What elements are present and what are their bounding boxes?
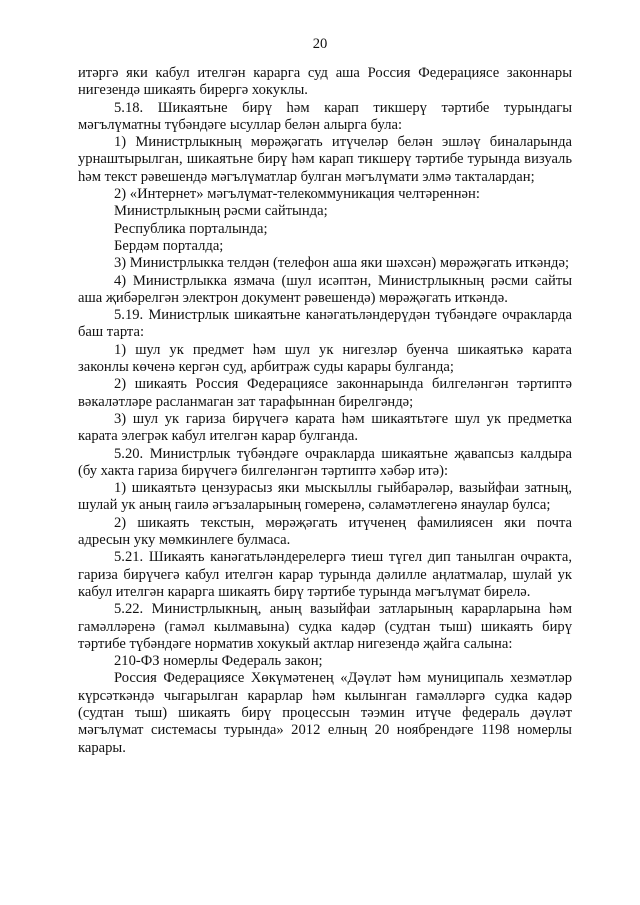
- paragraph-5-19: 5.19. Министрлык шикаятьне канәгатьләндерүдән түбәндәге очракларда баш тарта:: [78, 307, 572, 341]
- paragraph-5-19-item-2: 2) шикаять Россия Федерациясе законнарында билгеләнгән тәртиптә вәкаләтләре расланмаган зат тарафыннан бирелгәндә;: [78, 376, 572, 410]
- body-text: [78, 65, 572, 757]
- paragraph-5-21: 5.21. Шикаять канәгатьләндерелергә тиеш түгел дип танылган очракта, гариза бирүчегә кабул ителгән карар турында дәлилле аңлатмалар, шулай ук кабул ителгән карарга шикаять бирү тәртибе турында мәгълүмат бирелә.: [78, 549, 572, 600]
- paragraph-5-19-item-3: 3) шул ук гариза бирүчегә карата һәм шикаятьтәге шул ук предметка карата элегрәк кабул ителгән карар булганда.: [78, 410, 572, 445]
- paragraph-ministry-site: Министрлыкның рәсми сайтында;: [114, 203, 328, 220]
- paragraph-government-decree: Россия Федерациясе Хөкүмәтенең «Дәүләт һәм муниципаль хезмәтләр күрсәткәндә чыгарылган карарлар һәм кылынган гамәлләргә судка кадәр (судтан тыш) шикаять бирү процессын тәэмин итүче федераль дәүләт мәгълүмат системасы турында» 2012 елның 20 ноябрендәге 1198 номерлы карары.: [78, 670, 572, 756]
- paragraph-unified-portal: Бердәм порталда;: [114, 237, 224, 254]
- paragraph-5-18: 5.18. Шикаятьне бирү һәм карап тикшерү тәртибе турындагы мәгълүматны түбәндәге ысуллар белән алырга була:: [78, 99, 572, 133]
- paragraph-5-18-item-3: 3) Министрлыкка телдән (телефон аша яки шәхсән) мөрәҗәгать иткәндә;: [114, 255, 570, 272]
- paragraph-5-18-item-2: 2) «Интернет» мәгълүмат-телекоммуникация челтәреннән:: [114, 186, 480, 203]
- paragraph-5-18-item-4: 4) Министрлыкка язмача (шул исәптән, Министрлыкның рәсми сайты аша җибәрелгән электрон документ рәвешендә) мөрәҗәгать иткәндә.: [78, 272, 572, 306]
- paragraph-5-19-item-1: 1) шул ук предмет һәм шул ук нигезләр буенча шикаятькә карата законлы көченә кергән суд, арбитраж суды карары булганда;: [78, 341, 572, 376]
- paragraph-republic-portal: Республика порталында;: [114, 220, 268, 237]
- paragraph-5-20-item-1: 1) шикаятьтә цензурасыз яки мыскыллы гыйбарәләр, вазыйфаи затның, шулай ук аның гаилә әгъзаларының гомеренә, сәламәтлегенә янаулар булса;: [78, 480, 572, 514]
- paragraph-5-20-item-2: 2) шикаять текстын, мөрәҗәгать итүченең фамилиясен яки почта адресын уку мөмкинлеге булмаса.: [78, 514, 572, 549]
- paragraph-continuation: итәргә яки кабул ителгән карарга суд аша Россия Федерациясе законнары нигезендә шикаять бирергә хокуклы.: [78, 65, 572, 99]
- paragraph-5-18-item-1: 1) Министрлыкның мөрәҗәгать итүчеләр белән эшләү биналарында урнаштырылган, шикаятьне бирү һәм карап тикшерү тәртибе турында визуаль һәм текст рәвешендә мәгълүматлар булган мәгълүмати элмә такталардан;: [78, 134, 572, 185]
- page-number: 20: [312, 36, 328, 52]
- paragraph-5-20: 5.20. Министрлык түбәндәге очракларда шикаятьне җавапсыз калдыра (бу хакта гариза бирүчегә билгеләнгән тәртиптә хәбәр итә):: [78, 445, 572, 479]
- paragraph-5-22: 5.22. Министрлыкның, аның вазыйфаи затларының карарларына һәм гамәлләренә (гамәл кылмавына) судка кадәр (судтан тыш) шикаять бирү тәртибе түбәндәге норматив хокукый актлар нигезендә җайга салына:: [78, 601, 572, 652]
- paragraph-federal-law: 210-ФЗ номерлы Федераль закон;: [114, 653, 323, 670]
